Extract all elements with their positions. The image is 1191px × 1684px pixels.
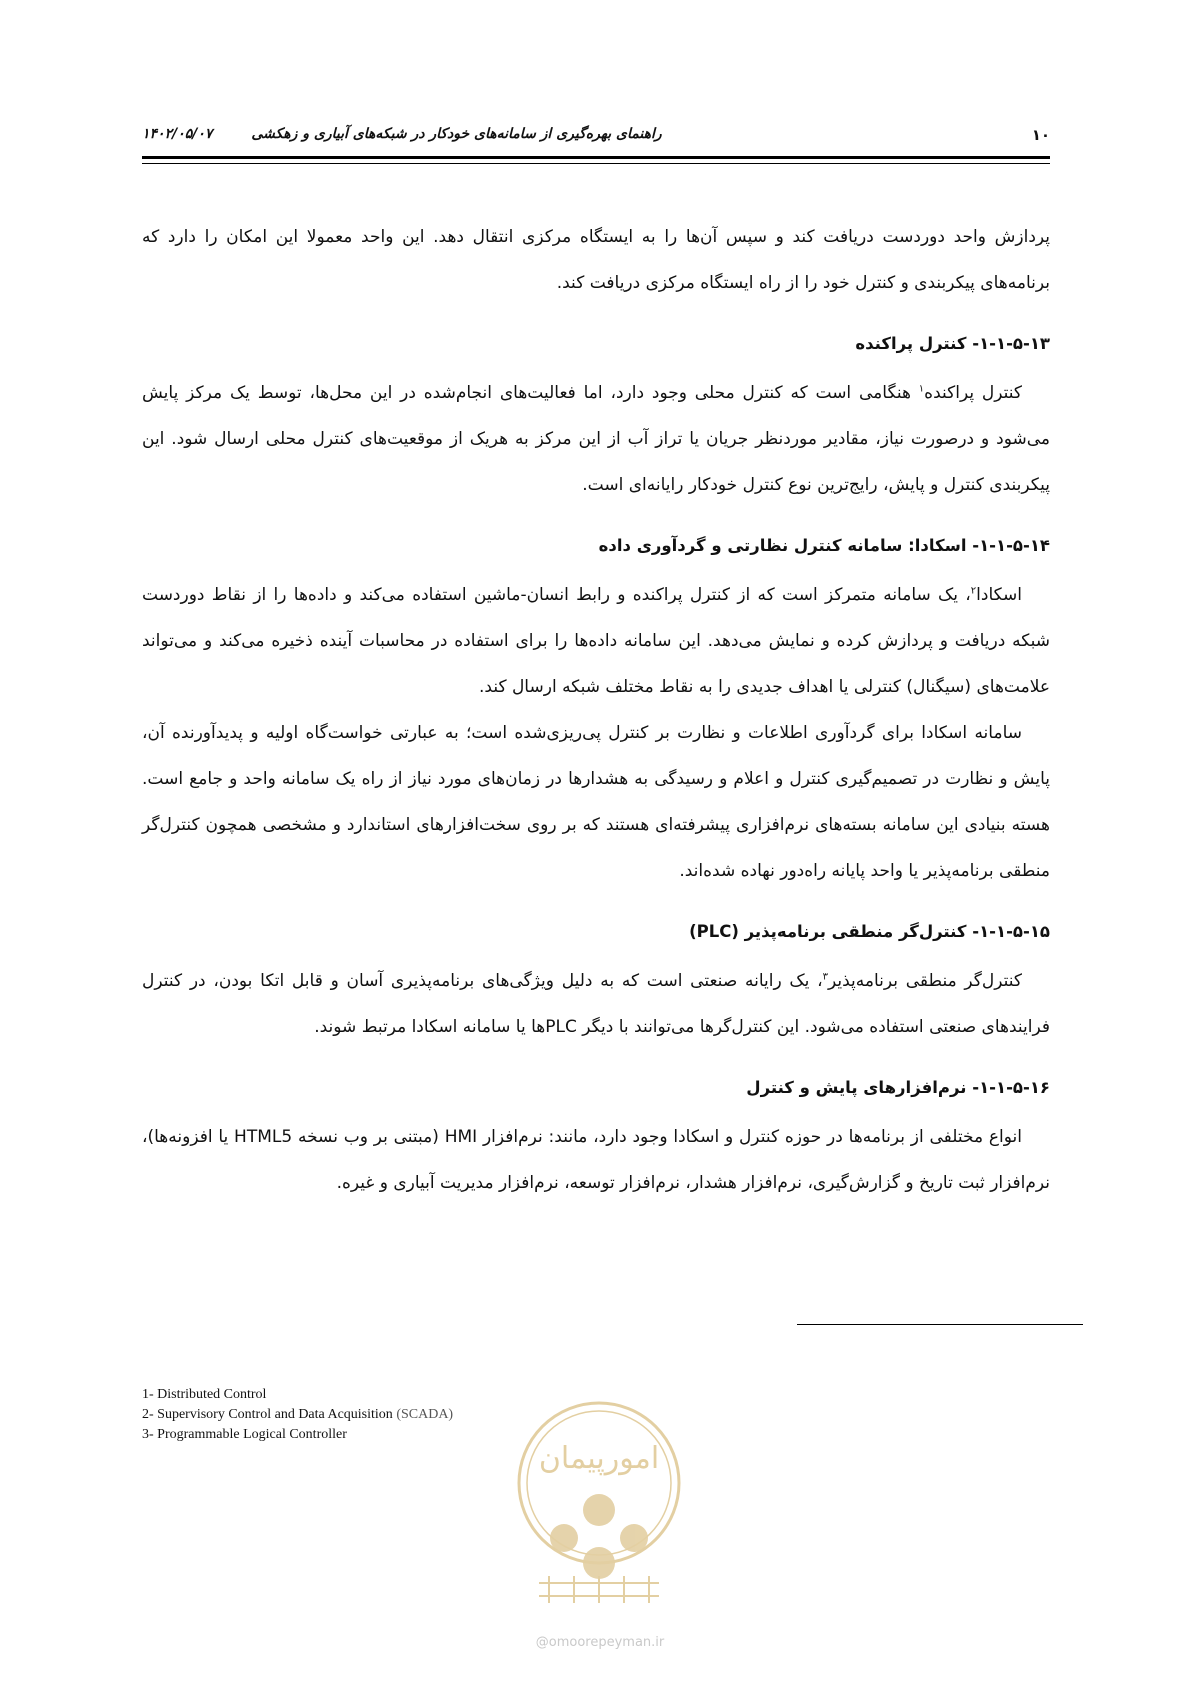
paragraph-text: کنترل‌گر منطقی برنامه‌پذیر — [827, 971, 1022, 991]
section-heading-13: ۱-۱-۵-۱۳- کنترل پراکنده — [855, 334, 1050, 353]
paragraph-plc — [142, 958, 1050, 1050]
paragraph-software: انواع مختلفی از برنامه‌ها در حوزه کنترل و اسکادا وجود دارد، مانند: نرم‌افزار HMI (مبتنی بر وب نسخه HTML5 یا افزونه‌ها)، نرم‌افزار ثبت تاریخ و گزارش‌گیری، نرم‌افزار هشدار، نرم‌افزار توسعه، نرم‌افزار مدیریت آبیاری و غیره. — [142, 1127, 1050, 1193]
header-rule-thin — [142, 163, 1050, 164]
section-heading-14: ۱-۱-۵-۱۴- اسکادا: سامانه کنترل نظارتی و گردآوری داده — [598, 536, 1050, 555]
paragraph-distributed-control — [142, 370, 1050, 508]
footnote-1: 1- Distributed Control — [142, 1387, 267, 1402]
page-header — [142, 126, 1050, 156]
running-title-text: راهنمای بهره‌گیری از سامانه‌های خودکار در شبکه‌های آبیاری و زهکشی — [251, 126, 662, 142]
section-heading-15: ۱-۱-۵-۱۵- کنترل‌گر منطقی برنامه‌پذیر (PLC) — [689, 922, 1050, 941]
paragraph-scada-2: سامانه اسکادا برای گردآوری اطلاعات و نظارت بر کنترل پی‌ریزی‌شده است؛ به عبارتی خواست‌گاه اولیه و پدیدآورنده آن، پایش و نظارت در تصمیم‌گیری کنترل و اعلام و رسیدگی به هشدارها در زمان‌های مورد نیاز از راه یک سامانه واحد و جامع است. هسته بنیادی این سامانه بسته‌های نرم‌افزاری پیشرفته‌ای هستند که بر روی سخت‌افزارهای استاندارد و مشخصی همچون کنترل‌گر منطقی برنامه‌پذیر یا واحد پایانه راه‌دور نهاده شده‌اند. — [142, 723, 1050, 881]
section-heading-16: ۱-۱-۵-۱۶- نرم‌افزارهای پایش و کنترل — [746, 1078, 1050, 1097]
body-text — [142, 214, 1050, 1206]
paragraph-text: اسکادا — [976, 585, 1022, 605]
footnote-3: 3- Programmable Logical Controller — [142, 1427, 347, 1442]
paragraph-intro: پردازش واحد دوردست دریافت کند و سپس آن‌ها را به ایستگاه مرکزی انتقال دهد. این واحد معمولا این امکان را دارد که برنامه‌های پیکربندی و کنترل خود را از راه ایستگاه مرکزی دریافت کند. — [142, 227, 1050, 293]
page-number: ۱۰ — [1031, 126, 1050, 144]
watermark-url: @omoorepeyman.ir — [535, 1635, 665, 1650]
paragraph-text: ، یک سامانه متمرکز است که از کنترل پراکنده و رابط انسان-ماشین استفاده می‌کند و داده‌ها را از نقاط دوردست شبکه دریافت و پردازش کرده و نمایش می‌دهد. این سامانه داده‌ها را برای استفاده در محاسبات آینده ذخیره می‌کند و می‌تواند علامت‌های (سیگنال) کنترلی یا اهداف جدیدی را به نقاط مختلف شبکه ارسال کند. — [142, 585, 1050, 697]
footnote-ref-2: ۲ — [970, 585, 977, 597]
footnote-2-abbr: (SCADA) — [396, 1407, 454, 1422]
paragraph-text: کنترل پراکنده — [924, 383, 1022, 403]
header-rule-thick — [142, 156, 1050, 159]
footnote-2-text: 2- Supervisory Control and Data Acquisition — [142, 1407, 397, 1422]
running-title — [142, 126, 662, 142]
paragraph-scada-1 — [142, 572, 1050, 710]
footnote-separator — [797, 1324, 1083, 1325]
footnote-2 — [142, 1405, 453, 1425]
paragraph-text: هنگامی است که کنترل محلی وجود دارد، اما فعالیت‌های انجام‌شده در این محل‌ها، توسط یک مرکز پایش می‌شود و درصورت نیاز، مقادیر موردنظر جریان یا تراز آب از این مرکز به هریک از موقعیت‌های کنترل محلی ارسال شود. این پیکربندی کنترل و پایش، رایج‌ترین نوع کنترل خودکار رایانه‌ای است. — [142, 383, 1050, 495]
footnote-ref-3: ۳ — [822, 971, 828, 983]
paragraph-text: ، یک رایانه صنعتی است که به دلیل ویژگی‌های برنامه‌پذیری آسان و قابل اتکا بودن، در کنترل فرایندهای صنعتی استفاده می‌شود. این کنترل‌گرها می‌توانند با دیگر PLCها یا سامانه اسکادا مرتبط شوند. — [142, 971, 1050, 1037]
watermark-logo — [509, 1398, 689, 1628]
watermark-logo-text: امورپیمان — [538, 1441, 660, 1476]
footnotes — [142, 1385, 453, 1445]
footnote-ref-1: ۱ — [918, 383, 925, 395]
header-date: ۱۴۰۲/۰۵/۰۷ — [142, 126, 213, 142]
